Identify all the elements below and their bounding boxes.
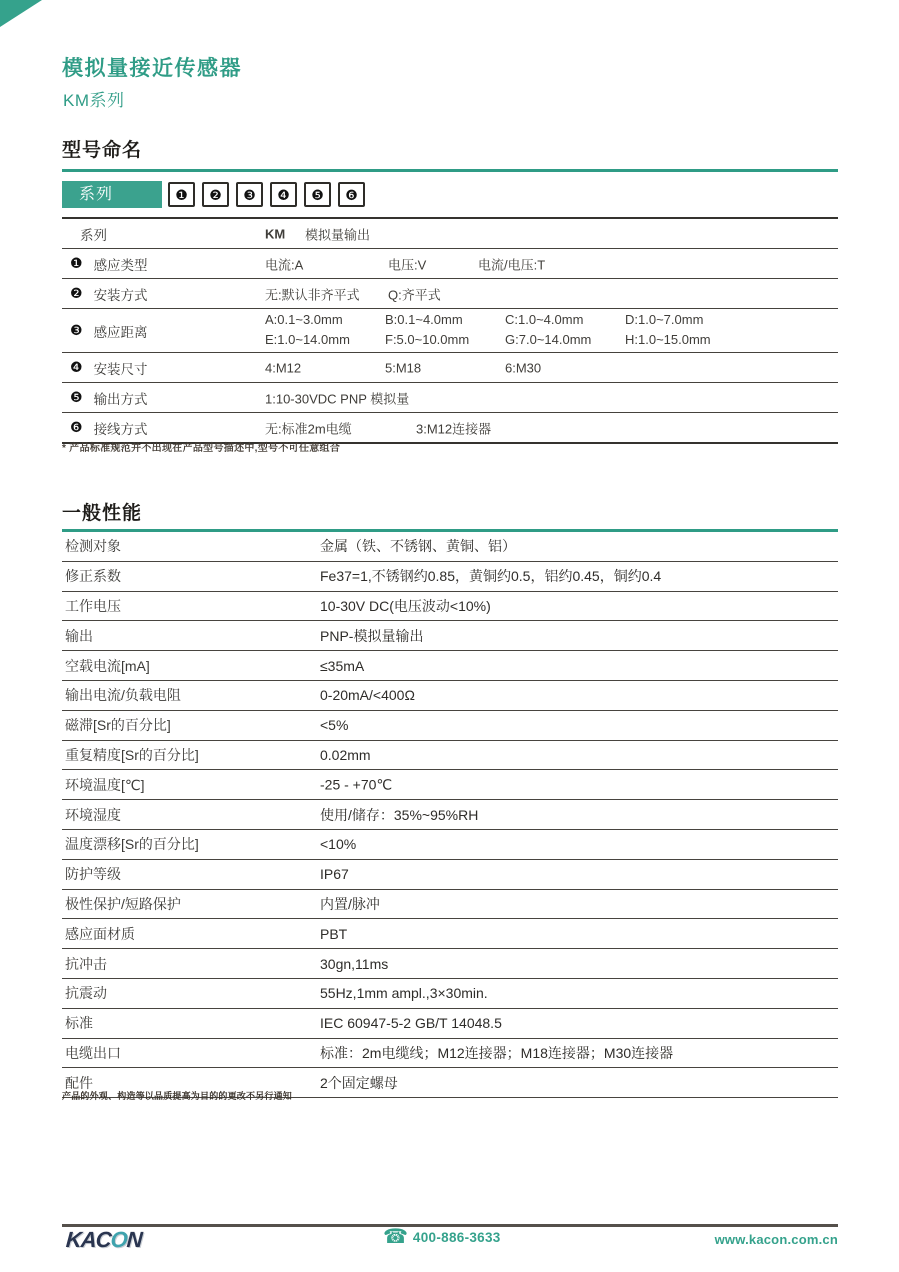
spec-row <box>62 532 838 562</box>
spec-label: 修正系数 <box>65 568 121 585</box>
label-text: 感应类型 <box>93 257 148 273</box>
naming-cell: H:1.0~15.0mm <box>625 332 711 347</box>
naming-cell: E:1.0~14.0mm <box>265 332 350 347</box>
spec-value: <5% <box>320 717 349 734</box>
spec-value: PNP-模拟量输出 <box>320 627 424 644</box>
spec-row <box>62 830 838 860</box>
spec-label: 感应面材质 <box>65 925 135 942</box>
spec-label: 电缆出口 <box>65 1044 121 1061</box>
spec-label: 检测对象 <box>65 538 121 555</box>
naming-row <box>62 249 838 279</box>
general-performance-table <box>62 532 838 1098</box>
naming-cell: G:7.0~14.0mm <box>505 332 592 347</box>
naming-row-label <box>70 321 148 341</box>
spec-label: 抗震动 <box>65 985 107 1002</box>
performance-footnote: 产品的外观、构造等以品质提高为目的的更改不另行通知 <box>62 1091 293 1101</box>
corner-accent-triangle <box>0 0 42 27</box>
circled-digit: ❸ <box>70 322 83 338</box>
spec-row <box>62 770 838 800</box>
spec-row <box>62 711 838 741</box>
spec-value: 10-30V DC(电压波动<10%) <box>320 597 491 614</box>
spec-value: 内置/脉冲 <box>320 895 380 912</box>
digit-box <box>202 182 229 207</box>
naming-row-label <box>70 284 148 304</box>
spec-value: <10% <box>320 836 357 853</box>
label-text: 感应距离 <box>93 324 148 340</box>
naming-cell: C:1.0~4.0mm <box>505 312 584 327</box>
spec-value: 金属（铁、不锈钢、黄铜、铝） <box>320 538 516 555</box>
circled-digit: ❺ <box>311 186 324 203</box>
naming-cell: Q:齐平式 <box>388 287 441 302</box>
naming-row <box>62 219 838 249</box>
circled-digit: ❸ <box>243 186 256 203</box>
circled-digit: ❷ <box>209 186 222 203</box>
spec-label: 空载电流[mA] <box>65 657 150 674</box>
naming-cell: 无:标准2m电缆 <box>265 421 352 436</box>
naming-cell: A:0.1~3.0mm <box>265 312 343 327</box>
page-subtitle: KM系列 <box>63 91 125 110</box>
model-naming-table <box>62 217 838 444</box>
label-text: 系列 <box>80 227 107 243</box>
spec-row <box>62 621 838 651</box>
digit-box <box>304 182 331 207</box>
spec-value: PBT <box>320 925 348 942</box>
spec-label: 重复精度[Sr的百分比] <box>65 746 199 763</box>
spec-value: 使用/储存：35%~95%RH <box>320 806 479 823</box>
circled-digit: ❷ <box>70 285 83 301</box>
spec-value: 0-20mA/<400Ω <box>320 687 415 704</box>
spec-label: 工作电压 <box>65 597 121 614</box>
teal-rule-naming <box>62 169 838 172</box>
spec-value: 2个固定螺母 <box>320 1074 398 1091</box>
naming-cell: 无:默认非齐平式 <box>265 287 360 302</box>
naming-row <box>62 383 838 413</box>
spec-label: 环境湿度 <box>65 806 121 823</box>
digit-box <box>270 182 297 207</box>
spec-row <box>62 919 838 949</box>
naming-row <box>62 353 838 383</box>
spec-value: IEC 60947-5-2 GB/T 14048.5 <box>320 1015 502 1032</box>
naming-cell: F:5.0~10.0mm <box>385 332 470 347</box>
section-heading-model-naming: 型号命名 <box>62 140 143 161</box>
spec-label: 环境温度[℃] <box>65 776 145 793</box>
spec-label: 输出 <box>65 627 93 644</box>
spec-value: Fe37=1,不锈钢约0.85，黄铜约0.5，铝约0.45，铜约0.4 <box>320 568 662 585</box>
naming-cell: 6:M30 <box>505 360 542 375</box>
spec-row <box>62 949 838 979</box>
digit-box <box>236 182 263 207</box>
spec-value: 30gn,11ms <box>320 955 389 972</box>
spec-row <box>62 651 838 681</box>
spec-label: 磁滞[Sr的百分比] <box>65 717 171 734</box>
spec-label: 输出电流/负载电阻 <box>65 687 181 704</box>
spec-row <box>62 979 838 1009</box>
logo-text: N <box>125 1227 143 1252</box>
spec-row <box>62 681 838 711</box>
spec-row <box>62 800 838 830</box>
website-url: www.kacon.com.cn <box>714 1232 838 1247</box>
naming-row-label <box>70 388 148 408</box>
phone-contact <box>383 1227 501 1247</box>
spec-row <box>62 890 838 920</box>
label-text: 安装尺寸 <box>93 361 148 377</box>
section-heading-general-performance: 一般性能 <box>62 503 143 524</box>
naming-cell: 电压:V <box>388 257 427 272</box>
naming-row <box>62 279 838 309</box>
naming-footnote: * 产品标准规范并不出现在产品型号描述中,型号不可任意组合 <box>62 443 341 454</box>
spec-label: 极性保护/短路保护 <box>65 895 181 912</box>
naming-cell: 电流:A <box>265 257 304 272</box>
naming-cell: 3:M12连接器 <box>416 421 492 436</box>
spec-row <box>62 1009 838 1039</box>
spec-value: 标准：2m电缆线；M12连接器；M18连接器；M30连接器 <box>320 1044 674 1061</box>
digit-box-row <box>168 182 365 207</box>
spec-label: 抗冲击 <box>65 955 107 972</box>
spec-value: 0.02mm <box>320 746 371 763</box>
circled-digit: ❹ <box>277 186 290 203</box>
naming-row-label <box>70 224 107 244</box>
naming-cell: 1:10-30VDC PNP 模拟量 <box>265 391 410 406</box>
digit-box <box>338 182 365 207</box>
naming-row <box>62 309 838 353</box>
spec-value: -25 - +70℃ <box>320 776 393 793</box>
series-badge: 系列 <box>62 181 162 208</box>
spec-row <box>62 741 838 771</box>
spec-row <box>62 1039 838 1069</box>
logo-o-mark: O <box>109 1227 128 1252</box>
naming-row-label <box>70 254 148 274</box>
spec-label: 防护等级 <box>65 866 121 883</box>
circled-digit: ❶ <box>175 186 188 203</box>
naming-cell: D:1.0~7.0mm <box>625 312 704 327</box>
naming-row-label <box>70 418 148 438</box>
spec-value: ≤35mA <box>320 657 365 674</box>
naming-cell: KM <box>265 226 286 241</box>
circled-digit: ❶ <box>70 255 83 271</box>
spec-row <box>62 592 838 622</box>
digit-box <box>168 182 195 207</box>
naming-row-label <box>70 358 148 378</box>
circled-digit: ❹ <box>70 359 83 375</box>
naming-cell: 5:M18 <box>385 360 422 375</box>
spec-label: 配件 <box>65 1074 93 1091</box>
naming-cell: B:0.1~4.0mm <box>385 312 463 327</box>
spec-label: 标准 <box>65 1015 93 1032</box>
spec-value: 55Hz,1mm ampl.,3×30min. <box>320 985 488 1002</box>
spec-value: IP67 <box>320 866 349 883</box>
page-title: 模拟量接近传感器 <box>62 57 242 80</box>
kacon-logo <box>65 1227 143 1253</box>
phone-number: 400-886-3633 <box>412 1229 501 1245</box>
circled-digit: ❻ <box>345 186 358 203</box>
naming-cell: 电流/电压:T <box>478 257 546 272</box>
naming-cell: 模拟量输出 <box>305 227 371 242</box>
label-text: 安装方式 <box>93 287 148 303</box>
spec-row <box>62 860 838 890</box>
spec-label: 温度漂移[Sr的百分比] <box>65 836 199 853</box>
logo-text: KAC <box>65 1227 112 1252</box>
circled-digit: ❺ <box>70 389 83 405</box>
label-text: 输出方式 <box>93 391 148 407</box>
label-text: 接线方式 <box>93 421 148 437</box>
phone-icon: ☎ <box>383 1226 408 1248</box>
circled-digit: ❻ <box>70 419 83 435</box>
spec-row <box>62 562 838 592</box>
naming-cell: 4:M12 <box>265 360 302 375</box>
